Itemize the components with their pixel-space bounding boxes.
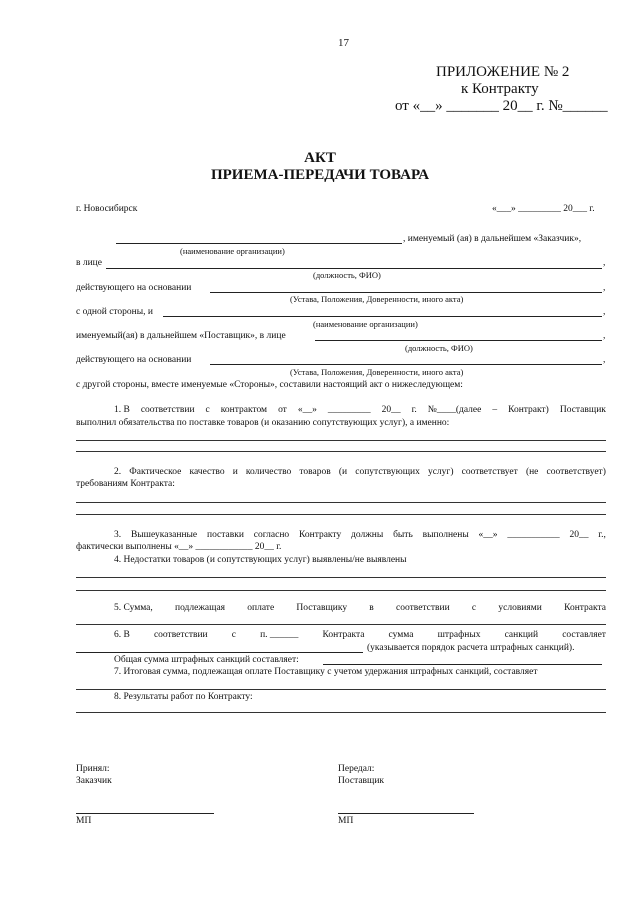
customer-stamp-label: МП: [76, 816, 92, 826]
item-2-line-1: [76, 467, 606, 477]
customer-named-text: , именуемый (ая) в дальнейшем «Заказчик»,: [403, 234, 582, 244]
page-number: 17: [338, 37, 349, 49]
item-2-answer-line[interactable]: [76, 514, 606, 515]
justified-word: Вышеуказанные: [130, 530, 198, 540]
justified-word: «__»: [297, 405, 317, 415]
customer-representative-line[interactable]: [106, 268, 602, 269]
justified-word: в: [369, 603, 374, 613]
item-6-total-line[interactable]: [323, 664, 602, 665]
justified-word: Фактическое: [129, 467, 182, 477]
item-4-answer-line[interactable]: [76, 590, 606, 591]
in-person-label: в лице: [76, 258, 102, 268]
item-6-caption: (указывается порядок расчета штрафных санкций).: [367, 643, 575, 653]
justified-word: составляет: [562, 630, 606, 640]
item-1-answer-line[interactable]: [76, 440, 606, 441]
other-side-text: с другой стороны, вместе именуемые «Стороны», составили настоящий акт о нижеследующем:: [76, 380, 463, 390]
transferred-by-label: Передал:: [338, 764, 375, 774]
justified-word: с: [471, 603, 477, 613]
contract-date-number: от «__» _______ 20__ г. №______: [395, 98, 608, 114]
document-title: АКТ: [304, 150, 336, 166]
justified-word: Контракту: [299, 530, 342, 540]
item-6-line-1: [76, 630, 606, 640]
supplier-basis-line[interactable]: [210, 364, 602, 365]
item-1-line-2: выполнил обязательства по поставке товаров (и оказанию сопутствующих услуг), а именно:: [76, 418, 450, 428]
justified-word: подлежащая: [175, 603, 226, 613]
item-3-line-2: фактически выполнены «__» ____________ 20__ г.: [76, 542, 282, 552]
justified-word: сумма: [388, 630, 414, 640]
justified-word: быть: [393, 530, 413, 540]
justified-word: сопутствующих: [355, 467, 420, 477]
justified-word: 20__: [569, 530, 589, 540]
justified-word: (не: [525, 467, 539, 477]
position-caption-2: (должность, ФИО): [405, 343, 473, 353]
item-2-answer-line[interactable]: [76, 502, 606, 503]
justified-word: 1. В: [114, 405, 130, 415]
supplier-stamp-label: МП: [338, 816, 354, 826]
item-6-total-label: Общая сумма штрафных санкций составляет:: [114, 655, 299, 665]
justified-word: №____(далее: [427, 405, 482, 415]
justified-word: условиями: [498, 603, 542, 613]
supplier-representative-line[interactable]: [315, 340, 602, 341]
item-1-line-1: [76, 405, 606, 415]
supplier-signatory-label: Поставщик: [338, 776, 385, 786]
item-8-text: 8. Результаты работ по Контракту:: [114, 692, 253, 702]
justified-word: Контракта: [322, 630, 365, 640]
accepted-by-label: Принял:: [76, 764, 110, 774]
basis-caption: (Устава, Положения, Доверенности, иного акта): [290, 294, 464, 304]
item-2-line-2: требованиям Контракта:: [76, 479, 175, 489]
position-caption: (должность, ФИО): [313, 270, 381, 280]
supplier-signature-line[interactable]: [338, 813, 474, 814]
one-side-label: с одной стороны, и: [76, 307, 153, 317]
justified-word: 20__: [381, 405, 401, 415]
justified-word: Поставщик: [559, 405, 606, 415]
item-1-answer-line[interactable]: [76, 451, 606, 452]
justified-word: согласно: [253, 530, 290, 540]
item-6-amount-line[interactable]: [76, 652, 363, 653]
item-5-line-1: [76, 603, 606, 613]
city: г. Новосибирск: [76, 204, 138, 214]
justified-word: контрактом: [220, 405, 268, 415]
justified-word: от: [278, 405, 287, 415]
item-5-answer-line[interactable]: [76, 624, 606, 625]
justified-word: г.,: [598, 530, 606, 540]
item-3-line-1: [76, 530, 606, 540]
justified-word: 3.: [114, 530, 122, 540]
justified-word: качество: [189, 467, 225, 477]
justified-word: соответствии: [396, 603, 450, 613]
supplier-name-line[interactable]: [163, 316, 602, 317]
act-date-field[interactable]: «___» _________ 20___ г.: [492, 204, 595, 214]
justified-word: с: [231, 630, 236, 640]
justified-word: 2.: [114, 467, 122, 477]
justified-word: санкций: [504, 630, 539, 640]
justified-word: соответствует: [461, 467, 518, 477]
basis-caption-2: (Устава, Положения, Доверенности, иного акта): [290, 367, 464, 377]
justified-word: Поставщику: [296, 603, 348, 613]
justified-word: с: [205, 405, 210, 415]
contract-reference: к Контракту: [461, 81, 539, 97]
justified-word: поставки: [206, 530, 244, 540]
customer-signatory-label: Заказчик: [76, 776, 112, 786]
justified-word: _________: [327, 405, 371, 415]
customer-signature-line[interactable]: [76, 813, 214, 814]
justified-word: соответствии: [153, 630, 208, 640]
acting-basis-label: действующего на основании: [76, 283, 192, 293]
acting-basis-label-2: действующего на основании: [76, 355, 192, 365]
justified-word: ___________: [507, 530, 560, 540]
justified-word: услуг): [427, 467, 454, 477]
item-4-answer-line[interactable]: [76, 577, 606, 578]
justified-word: выполнены: [422, 530, 469, 540]
item-4-text: 4. Недостатки товаров (и сопутствующих услуг) выявлены/не выявлены: [114, 555, 407, 565]
justified-word: товаров: [299, 467, 331, 477]
justified-word: и: [232, 467, 238, 477]
justified-word: Контракт): [508, 405, 549, 415]
justified-word: соответствии: [140, 405, 195, 415]
org-caption-2: (наименование организации): [313, 319, 418, 329]
appendix-label: ПРИЛОЖЕНИЕ № 2: [436, 64, 570, 80]
supplier-named-text: именуемый(ая) в дальнейшем «Поставщик», в лице: [76, 331, 286, 341]
justified-word: п. ______: [260, 630, 299, 640]
justified-word: –: [492, 405, 498, 415]
document-subtitle: ПРИЕМА-ПЕРЕДАЧИ ТОВАРА: [210, 167, 430, 183]
item-8-answer-line[interactable]: [76, 712, 606, 713]
justified-word: «__»: [478, 530, 498, 540]
justified-word: Контракта: [564, 603, 606, 613]
justified-word: соответствует): [546, 467, 606, 477]
justified-word: штрафных: [437, 630, 481, 640]
justified-word: 6. В: [114, 630, 130, 640]
item-7-text: 7. Итоговая сумма, подлежащая оплате Поставщику с учетом удержания штрафных санкций, составляет: [114, 667, 538, 677]
org-caption: (наименование организации): [180, 246, 285, 256]
customer-basis-line[interactable]: [210, 292, 602, 293]
justified-word: (и: [338, 467, 348, 477]
item-7-answer-line[interactable]: [76, 689, 606, 690]
customer-name-line[interactable]: [116, 243, 402, 244]
justified-word: количество: [245, 467, 292, 477]
justified-word: должны: [351, 530, 384, 540]
justified-word: г.: [411, 405, 417, 415]
justified-word: оплате: [247, 603, 275, 613]
justified-word: 5. Сумма,: [114, 603, 153, 613]
